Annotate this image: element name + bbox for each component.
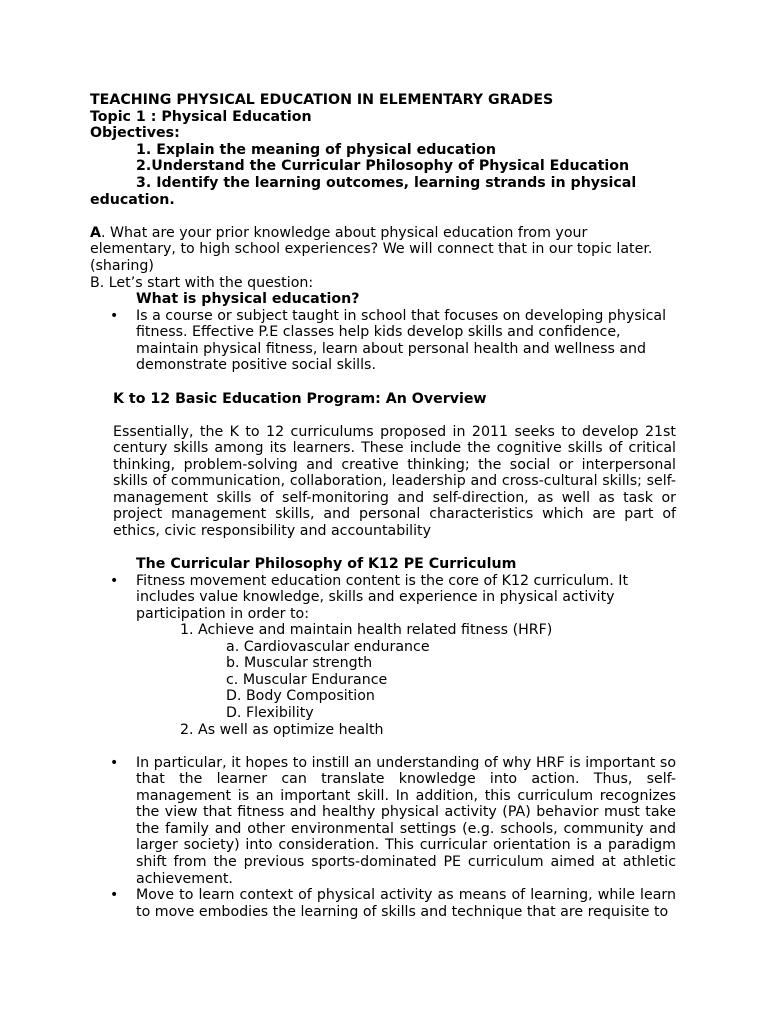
- list-item: D. Flexibility: [226, 704, 314, 721]
- philosophy-bullet-3: Move to learn context of physical activity as means of learning, while learn to move embodies the learning of skills and technique that are requisite to: [136, 887, 676, 920]
- list-item: a. Cardiovascular endurance: [226, 638, 430, 655]
- document-title: TEACHING PHYSICAL EDUCATION IN ELEMENTARY GRADES: [90, 92, 554, 108]
- bullet-marker: •: [110, 887, 119, 903]
- hrf-list: [180, 622, 552, 639]
- what-is-pe-question: What is physical education?: [136, 291, 360, 307]
- optimize-health-list: [180, 722, 384, 739]
- philosophy-heading: The Curricular Philosophy of K12 PE Curriculum: [136, 556, 517, 572]
- objective-2: 2.Understand the Curricular Philosophy of Physical Education: [136, 158, 630, 175]
- section-a-letter: A: [90, 224, 101, 241]
- list-item: c. Muscular Endurance: [226, 671, 388, 688]
- k12-paragraph: Essentially, the K to 12 curriculums proposed in 2011 seeks to develop 21st century skills among its learners. These include the cognitive skills of critical thinking, problem-solving and creative thinking; the social or interpersonal skills of communication, collaboration, leadership and cross-cultural skills; self-management skills of self-monitoring and self-direction, as well as task or project management skills, and personal characteristics which are part of ethics, civic responsibility and accountability: [113, 423, 676, 540]
- objectives-label: Objectives:: [90, 125, 180, 142]
- objective-3-continuation: education.: [90, 191, 175, 208]
- section-a-paragraph: [90, 225, 676, 275]
- list-item-hrf: 1. Achieve and maintain health related fitness (HRF): [180, 622, 553, 638]
- bullet-marker: •: [110, 754, 119, 771]
- topic-heading: Topic 1 : Physical Education: [90, 108, 312, 125]
- section-b-intro: B. Let’s start with the question:: [90, 274, 314, 291]
- bullet-marker: •: [110, 572, 119, 589]
- list-item-optimize-health: 2. As well as optimize health: [180, 721, 384, 738]
- hrf-components-list: [226, 639, 430, 722]
- philosophy-bullet-2: In particular, it hopes to instill an understanding of why HRF is important so that the learner can translate knowledge into action. Thus, self-management is an important skill. In addition, this curriculum recognizes the view that fitness and healthy physical activity (PA) behavior must take the family and other environmental settings (e.g. schools, community and larger society) into consideration. This curricular orientation is a paradigm shift from the previous sports-dominated PE curriculum aimed at athletic achievement.: [136, 754, 676, 887]
- objective-1: 1. Explain the meaning of physical education: [136, 141, 496, 158]
- list-item: b. Muscular strength: [226, 655, 373, 672]
- pe-definition-bullet: Is a course or subject taught in school that focuses on developing physical fitness. Effective P.E classes help kids develop skills and confidence, maintain physical fitness, learn about personal health and wellness and demonstrate positive social skills.: [136, 307, 667, 374]
- k12-heading: K to 12 Basic Education Program: An Overview: [113, 390, 487, 407]
- list-item: D. Body Composition: [226, 688, 375, 705]
- philosophy-bullet-1: Fitness movement education content is the core of K12 curriculum. It includes value knowledge, skills and experience in physical activity participation in order to:: [136, 572, 629, 622]
- section-a-text: . What are your prior knowledge about physical education from your elementary, to high school experiences? We will connect that in our topic later. (sharing): [90, 224, 653, 274]
- objective-3: 3. Identify the learning outcomes, learning strands in physical: [136, 175, 637, 191]
- bullet-marker: •: [110, 307, 119, 324]
